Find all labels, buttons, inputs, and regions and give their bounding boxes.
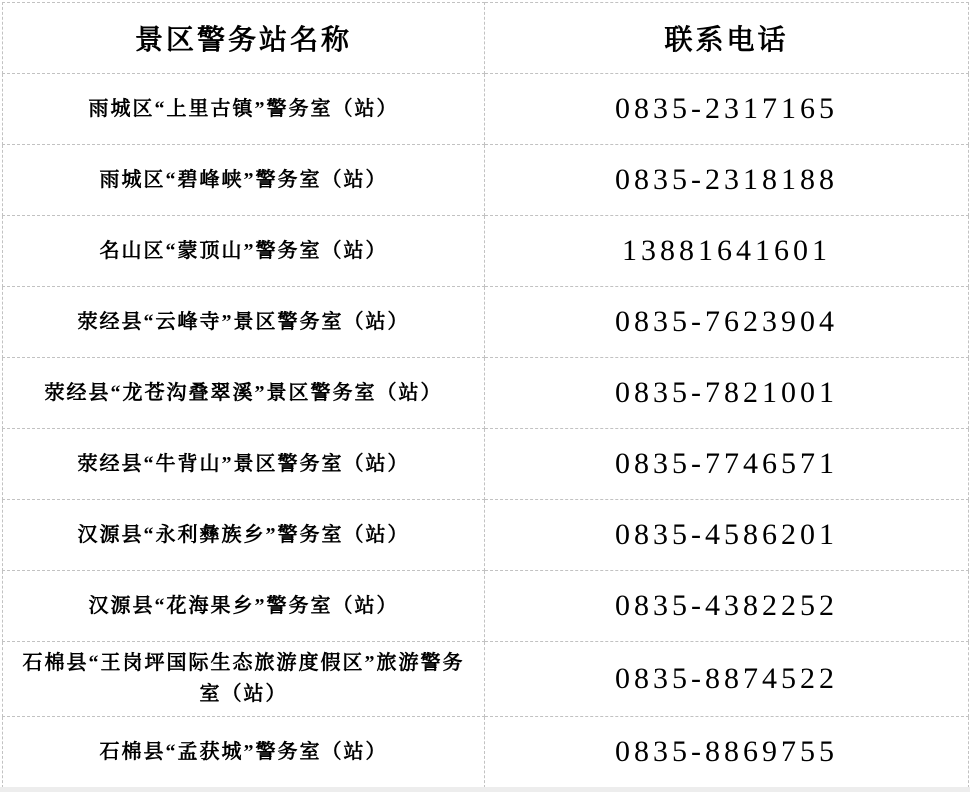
phone-number-cell: 0835-7746571: [485, 429, 969, 500]
column-header-phone: 联系电话: [485, 3, 969, 74]
table-row: [3, 429, 969, 500]
scenic-area-police-contact-table: [2, 2, 969, 788]
table-row: [3, 74, 969, 145]
table-row: [3, 717, 969, 788]
station-name: 荥经县“云峰寺”景区警务室（站）: [77, 310, 410, 333]
station-name: 雨城区“上里古镇”警务室（站）: [88, 97, 399, 120]
station-name-cell: [3, 717, 485, 788]
table-row: [3, 642, 969, 717]
station-name: 汉源县“永利彝族乡”警务室（站）: [77, 523, 410, 546]
station-name-cell: [3, 74, 485, 145]
table-row: [3, 216, 969, 287]
station-name-cell: [3, 287, 485, 358]
station-name-cell: [3, 500, 485, 571]
station-name: 名山区“蒙顶山”警务室（站）: [99, 239, 388, 262]
phone-number-cell: 0835-7623904: [485, 287, 969, 358]
station-name: 荥经县“牛背山”景区警务室（站）: [77, 452, 410, 475]
phone-number-cell: 0835-8874522: [485, 642, 969, 717]
phone-number-cell: 0835-4382252: [485, 571, 969, 642]
station-name: 雨城区“碧峰峡”警务室（站）: [99, 168, 388, 191]
station-name: 石棉县“王岗坪国际生态旅游度假区”旅游警务室（站）: [22, 652, 465, 705]
table-row: [3, 358, 969, 429]
station-name-cell: [3, 429, 485, 500]
page-bottom-strip: [0, 787, 970, 792]
station-name-cell: [3, 358, 485, 429]
table-row: [3, 145, 969, 216]
table-header-row: [3, 3, 969, 74]
phone-number-cell: 0835-8869755: [485, 717, 969, 788]
phone-number-cell: 0835-2317165: [485, 74, 969, 145]
station-name-cell: [3, 571, 485, 642]
phone-number-cell: 0835-2318188: [485, 145, 969, 216]
phone-number-cell: 0835-4586201: [485, 500, 969, 571]
table-row: [3, 287, 969, 358]
phone-number-cell: 0835-7821001: [485, 358, 969, 429]
station-name: 汉源县“花海果乡”警务室（站）: [88, 594, 399, 617]
station-name-cell: [3, 642, 485, 717]
station-name-cell: [3, 145, 485, 216]
table-row: [3, 500, 969, 571]
station-name: 石棉县“孟获城”警务室（站）: [99, 740, 388, 763]
station-name-cell: [3, 216, 485, 287]
phone-number-cell: 13881641601: [485, 216, 969, 287]
table-row: [3, 571, 969, 642]
column-header-station-name: 景区警务站名称: [3, 3, 485, 74]
station-name: 荥经县“龙苍沟叠翠溪”景区警务室（站）: [44, 381, 443, 404]
